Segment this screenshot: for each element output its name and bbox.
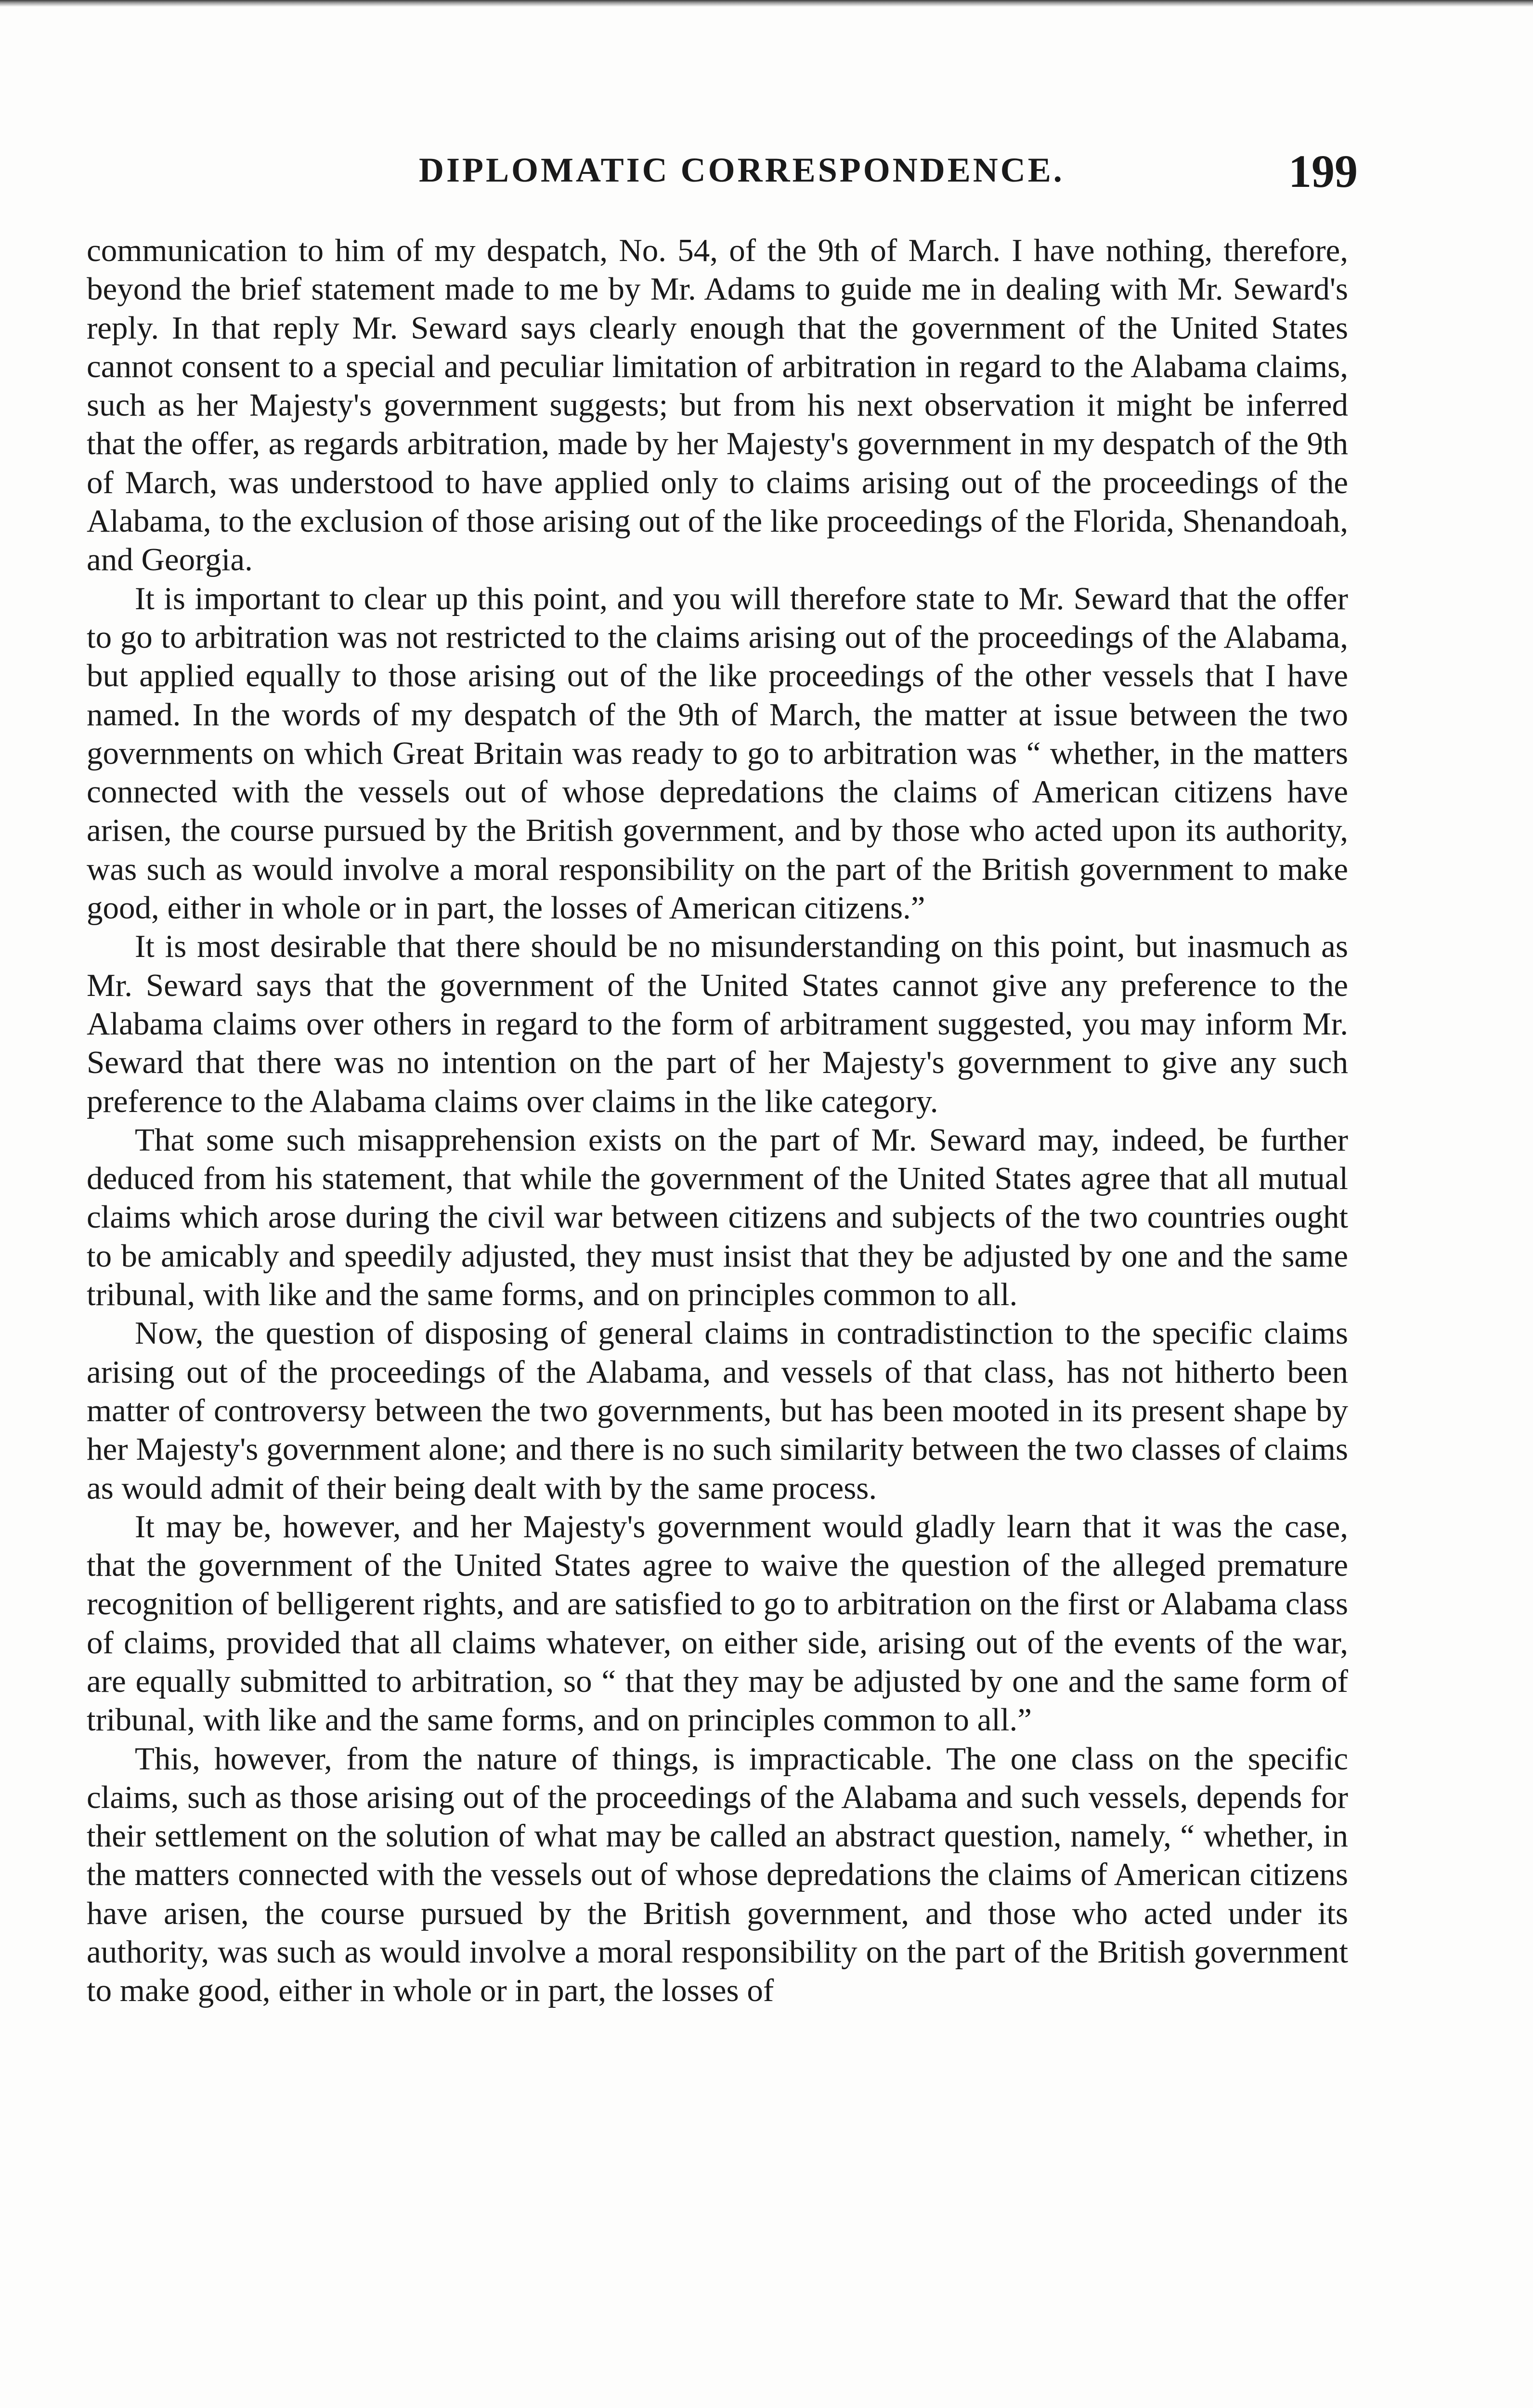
paragraph-3: It is most desirable that there should be no misunderstanding on this point, but inasmuch as Mr. Seward says that the government of the United States cannot give any preference to the Alabama claims over others in regard to the form of arbitrament suggested, you may inform Mr. Seward that there was no intention on the part of her Majesty's government to give any such preference to the Alabama claims over claims in the like category. [87,929,1348,1119]
running-head: DIPLOMATIC CORRESPONDENCE. [419,151,1065,189]
page-header [91,144,1358,197]
paragraph-5: Now, the question of disposing of general claims in contradistinction to the specific claims arising out of the proceedings of the Alabama, and vessels of that class, has not hitherto been matter of controversy between the two governments, but has been mooted in its present shape by her Majesty's government alone; and there is no such similarity between the two classes of claims as would admit of their being dealt with by the same process. [87,1315,1348,1506]
paragraph-7: This, however, from the nature of things, is impracticable. The one class on the specific claims, such as those arising out of the proceedings of the Alabama and such vessels, depends for their settlement on the solution of what may be called an abstract question, namely, “ whether, in the matters connected with the vessels out of whose depredations the claims of American citizens have arisen, the course pursued by the British government, and those who acted under its authority, was such as would involve a moral responsibility on the part of the British government to make good, either in whole or in part, the losses of [87,1741,1348,2009]
page-top-edge [0,0,1533,7]
paragraph-4: That some such misapprehension exists on the part of Mr. Seward may, indeed, be further deduced from his statement, that while the government of the United States agree that all mutual claims which arose during the civil war between citizens and subjects of the two countries ought to be amicably and speedily adjusted, they must insist that they be adjusted by one and the same tribunal, with like and the same forms, and on principles common to all. [87,1122,1348,1313]
paragraph-6: It may be, however, and her Majesty's government would gladly learn that it was the case, that the government of the United States agree to waive the question of the alleged premature recognition of belligerent rights, and are satisfied to go to arbitration on the first or Alabama class of claims, provided that all claims whatever, on either side, arising out of the events of the war, are equally submitted to arbitration, so “ that they may be adjusted by one and the same form of tribunal, with like and the same forms, and on principles common to all.” [87,1508,1348,1738]
paragraph-1: communication to him of my despatch, No. 54, of the 9th of March. I have nothing, therefore, beyond the brief statement made to me by Mr. Adams to guide me in dealing with Mr. Seward's reply. In that reply Mr. Seward says clearly enough that the government of the United States cannot consent to a special and peculiar limitation of arbitration in regard to the Alabama claims, such as her Majesty's government suggests; but from his next observation it might be inferred that the offer, as regards arbitration, made by her Majesty's government in my despatch of the 9th of March, was understood to have applied only to claims arising out of the proceedings of the Alabama, to the exclusion of those arising out of the like proceedings of the Florida, Shenandoah, and Georgia. [87,233,1348,578]
body-text [87,231,1348,2010]
page-number: 199 [1288,145,1358,197]
paragraph-2: It is important to clear up this point, and you will therefore state to Mr. Seward that the offer to go to arbitration was not restricted to the claims arising out of the proceedings of the Alabama, but applied equally to those arising out of the like proceedings of the other vessels that I have named. In the words of my despatch of the 9th of March, the matter at issue between the two governments on which Great Britain was ready to go to arbitration was “ whether, in the matters connected with the vessels out of whose depredations the claims of American citizens have arisen, the course pursued by the British government, and by those who acted upon its authority, was such as would involve a moral responsibility on the part of the British government to make good, either in whole or in part, the losses of American citizens.” [87,580,1348,926]
